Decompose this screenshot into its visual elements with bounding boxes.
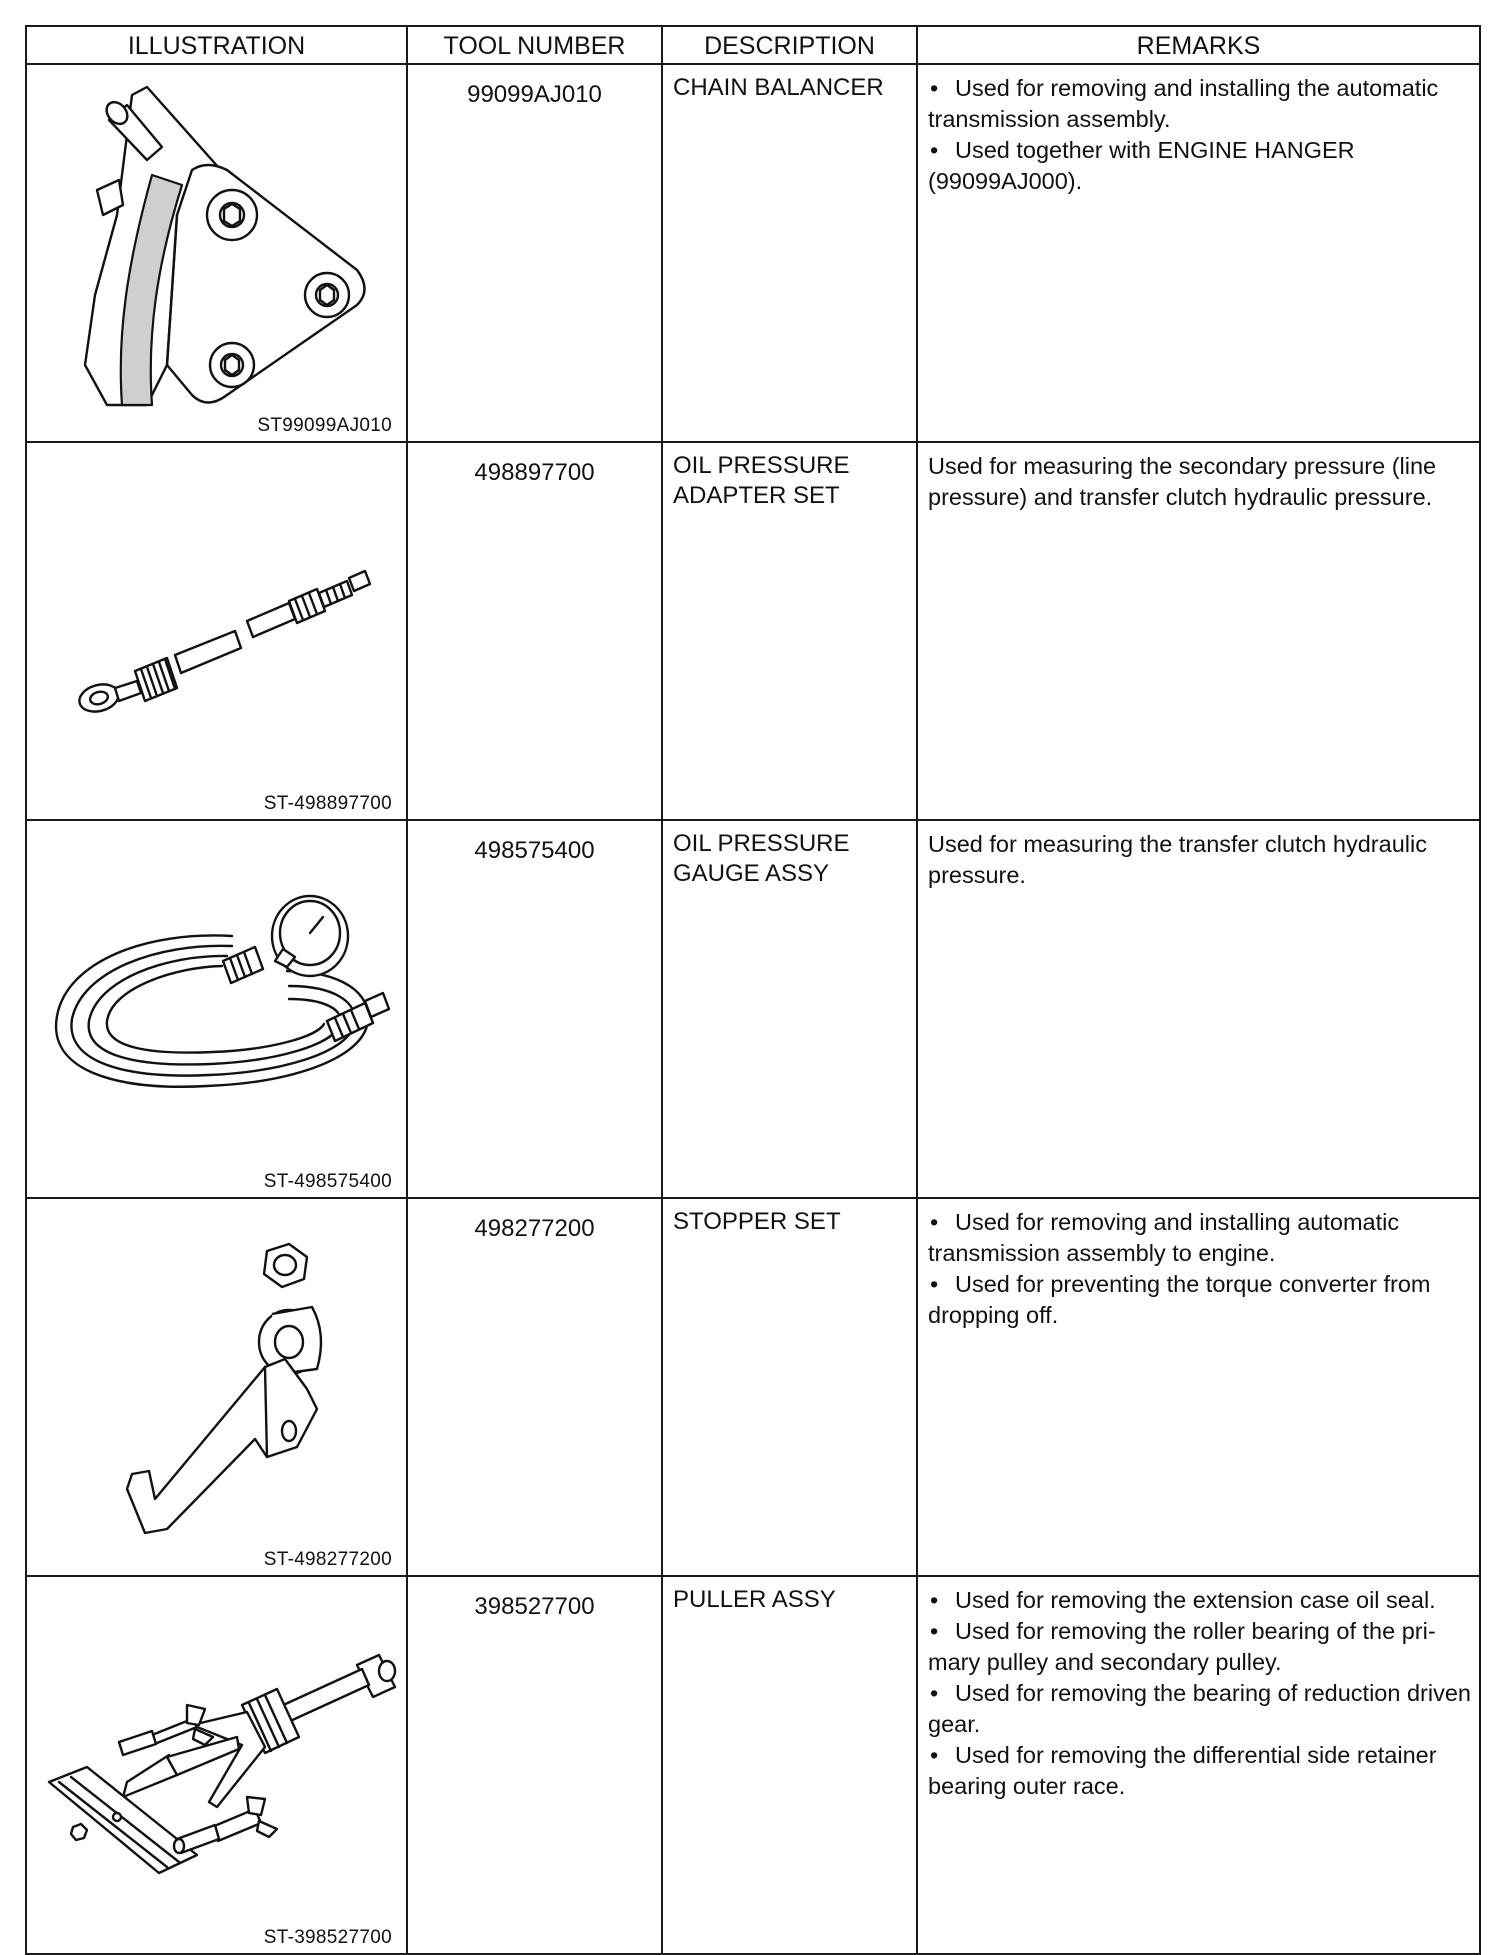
table-row xyxy=(26,442,1480,820)
remark-line xyxy=(928,451,1471,513)
description-text: PULLER ASSY xyxy=(673,1586,836,1613)
remarks-cell xyxy=(917,1576,1480,1954)
remark-line xyxy=(928,1616,1471,1678)
tool-number: 99099AJ010 xyxy=(467,81,602,108)
tool-number: 498575400 xyxy=(474,837,595,864)
chain-balancer-illustration xyxy=(27,65,408,433)
remark-text: Used for preventing the torque converter from dropping off. xyxy=(928,1271,1431,1328)
remarks-cell xyxy=(917,442,1480,820)
header-description: DESCRIPTION xyxy=(662,26,917,64)
header-illustration: ILLUSTRATION xyxy=(26,26,407,64)
remark-line xyxy=(928,73,1471,135)
oil-pressure-adapter-illustration xyxy=(27,443,408,811)
header-remarks: REMARKS xyxy=(917,26,1480,64)
remark-line xyxy=(928,135,1471,197)
tool-number: 498277200 xyxy=(474,1215,595,1242)
bullet-icon: • xyxy=(930,1271,939,1297)
puller-assy-illustration xyxy=(27,1577,408,1945)
illustration-code: ST-398527700 xyxy=(263,1927,392,1948)
tool-number-cell xyxy=(407,1576,662,1954)
illustration-cell xyxy=(26,442,407,820)
bullet-icon: • xyxy=(930,137,939,163)
illustration-code: ST-498575400 xyxy=(263,1171,392,1192)
illustration-cell xyxy=(26,64,407,442)
tool-number-cell xyxy=(407,64,662,442)
illustration-cell xyxy=(26,1198,407,1576)
tool-number: 498897700 xyxy=(474,459,595,486)
remarks-cell xyxy=(917,64,1480,442)
stopper-set-illustration xyxy=(27,1199,408,1567)
remark-line xyxy=(928,1269,1471,1331)
remark-line xyxy=(928,1207,1471,1269)
description-text: OIL PRESSURE ADAPTER SET xyxy=(673,452,850,509)
special-tools-sheet xyxy=(25,25,1479,1955)
remark-line xyxy=(928,1678,1471,1740)
description-cell xyxy=(662,1198,917,1576)
bullet-icon: • xyxy=(930,1618,939,1644)
table-row xyxy=(26,1198,1480,1576)
illustration-cell xyxy=(26,820,407,1198)
special-tools-table xyxy=(25,25,1481,1955)
illustration-code: ST-498897700 xyxy=(263,793,392,814)
tool-number-cell xyxy=(407,442,662,820)
bullet-icon: • xyxy=(930,1742,939,1768)
tool-number: 398527700 xyxy=(474,1593,595,1620)
bullet-icon: • xyxy=(930,1587,939,1613)
illustration-code: ST-498277200 xyxy=(263,1549,392,1570)
remark-text: Used for removing the bearing of reduction driven gear. xyxy=(928,1680,1471,1737)
remark-text: Used for removing the differential side retainer bearing outer race. xyxy=(928,1742,1437,1799)
remark-text: Used together with ENGINE HANGER (99099AJ000). xyxy=(928,137,1355,194)
remark-text: Used for removing the roller bearing of the pri-mary pulley and secondary pulley. xyxy=(928,1618,1436,1675)
tool-number-cell xyxy=(407,820,662,1198)
oil-pressure-gauge-illustration xyxy=(27,821,408,1189)
remark-text: Used for measuring the transfer clutch hydraulic pressure. xyxy=(928,831,1427,888)
description-cell xyxy=(662,820,917,1198)
remark-line xyxy=(928,1585,1471,1616)
remark-text: Used for removing and installing the automatic transmission assembly. xyxy=(928,75,1439,132)
description-cell xyxy=(662,442,917,820)
bullet-icon: • xyxy=(930,1209,939,1235)
bullet-icon: • xyxy=(930,1680,939,1706)
bullet-icon: • xyxy=(930,75,939,101)
remark-line xyxy=(928,829,1471,891)
description-text: CHAIN BALANCER xyxy=(673,74,884,101)
description-text: STOPPER SET xyxy=(673,1208,841,1235)
header-tool-number: TOOL NUMBER xyxy=(407,26,662,64)
description-cell xyxy=(662,64,917,442)
description-cell xyxy=(662,1576,917,1954)
illustration-code: ST99099AJ010 xyxy=(257,415,392,436)
table-header-row xyxy=(26,26,1480,64)
table-row xyxy=(26,64,1480,442)
tool-number-cell xyxy=(407,1198,662,1576)
remark-text: Used for removing the extension case oil seal. xyxy=(955,1587,1436,1613)
illustration-cell xyxy=(26,1576,407,1954)
remark-text: Used for removing and installing automatic transmission assembly to engine. xyxy=(928,1209,1400,1266)
remark-text: Used for measuring the secondary pressure (line pressure) and transfer clutch hydraulic pressure. xyxy=(928,453,1437,510)
remarks-cell xyxy=(917,820,1480,1198)
description-text: OIL PRESSURE GAUGE ASSY xyxy=(673,830,850,887)
remarks-cell xyxy=(917,1198,1480,1576)
table-row xyxy=(26,1576,1480,1954)
remark-line xyxy=(928,1740,1471,1802)
table-row xyxy=(26,820,1480,1198)
